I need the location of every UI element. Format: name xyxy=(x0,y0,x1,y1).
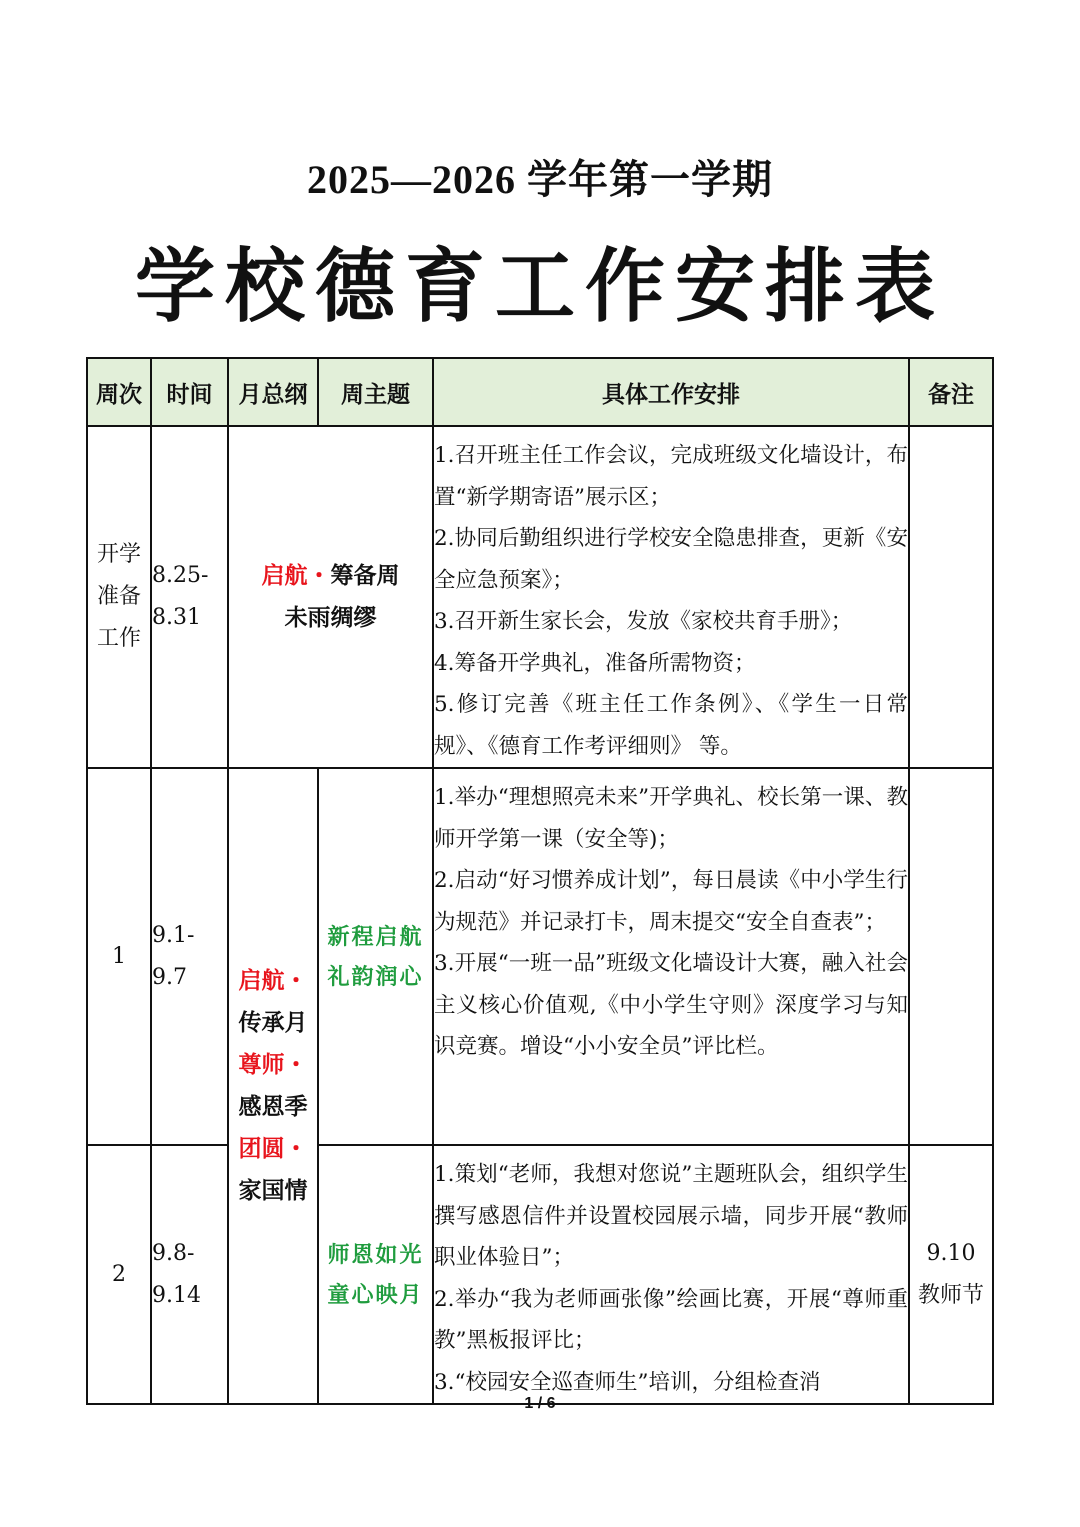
month-outline-red: 启航・ xyxy=(238,968,308,994)
details-cell xyxy=(433,1145,909,1404)
remark-cell xyxy=(909,768,993,1145)
week-theme-line: 童心映月 xyxy=(327,1281,424,1308)
merged-theme-cell xyxy=(228,426,433,768)
details-cell xyxy=(433,426,909,768)
theme-black-text: 筹备周 xyxy=(330,563,400,589)
month-outline-black: 感恩季 xyxy=(238,1094,308,1120)
month-outline-red: 团圆・ xyxy=(238,1136,308,1162)
month-outline-red: 尊师・ xyxy=(238,1052,308,1078)
time-line: 8.31 xyxy=(152,605,201,630)
schedule-table xyxy=(86,357,994,1405)
detail-item: 5.修订完善《班主任工作条例》、《学生一日常规》、《德育工作考评细则》 等。 xyxy=(434,692,908,759)
time-line: 9.14 xyxy=(152,1282,201,1308)
time-line: 9.1- xyxy=(152,922,195,948)
column-header-remark: 备注 xyxy=(909,358,993,426)
time-line: 8.25- xyxy=(152,563,209,588)
week-line: 准备 xyxy=(96,584,141,609)
week-theme-line: 礼韵润心 xyxy=(327,963,424,990)
time-cell xyxy=(151,426,228,768)
theme-line2: 未雨绸缪 xyxy=(284,605,377,631)
month-outline-black: 传承月 xyxy=(238,1010,308,1036)
week-theme-line: 师恩如光 xyxy=(327,1241,424,1268)
detail-item: 1.策划“老师，我想对您说”主题班队会，组织学生撰写感恩信件并设置校园展示墙，同步开展“教师职业体验日”； xyxy=(434,1162,908,1270)
detail-item: 2.启动“好习惯养成计划”，每日晨读《中小学生行为规范》并记录打卡，周末提交“安全自查表”； xyxy=(434,868,908,935)
page-number: 1 / 6 xyxy=(524,1395,556,1412)
column-header-time: 时间 xyxy=(151,358,228,426)
time-line: 9.8- xyxy=(152,1240,195,1266)
table-header-row xyxy=(87,358,993,426)
detail-item: 4.筹备开学典礼，准备所需物资； xyxy=(434,650,756,676)
week-cell: 2 xyxy=(87,1145,151,1404)
week-line: 工作 xyxy=(96,626,141,651)
details-cell xyxy=(433,768,909,1145)
detail-item: 2.举办“我为老师画张像”绘画比赛，开展“尊师重教”黑板报评比； xyxy=(434,1286,908,1353)
remark-line: 教师节 xyxy=(917,1282,984,1308)
week-theme-line: 新程启航 xyxy=(327,923,424,950)
week-line: 开学 xyxy=(96,542,141,567)
detail-item: 3.“校园安全巡查师生”培训，分组检查消 xyxy=(434,1369,821,1395)
remark-cell xyxy=(909,426,993,768)
table-row xyxy=(87,1145,993,1404)
week-cell xyxy=(87,426,151,768)
column-header-month-outline: 月总纲 xyxy=(228,358,318,426)
detail-item: 2.协同后勤组织进行学校安全隐患排查，更新《安全应急预案》； xyxy=(434,526,908,593)
remark-line: 9.10 xyxy=(926,1240,976,1266)
detail-item: 3.召开新生家长会，发放《家校共育手册》； xyxy=(434,609,853,634)
document-title: 学校德育工作安排表 xyxy=(135,240,945,333)
week-cell: 1 xyxy=(87,768,151,1145)
detail-item: 1.举办“理想照亮未来”开学典礼、校长第一课、教师开学第一课（安全等)； xyxy=(434,785,908,852)
table-row xyxy=(87,768,993,1145)
month-outline-cell xyxy=(228,768,318,1404)
theme-red-text: 启航・ xyxy=(261,563,331,589)
column-header-details: 具体工作安排 xyxy=(433,358,909,426)
document-subtitle: 2025—2026 学年第一学期 xyxy=(307,157,773,202)
table-row xyxy=(87,426,993,768)
detail-item: 3.开展“一班一品”班级文化墙设计大赛，融入社会主义核心价值观,《中小学生守则》深度学习与知识竞赛。增设“小小安全员”评比栏。 xyxy=(434,951,908,1059)
time-line: 9.7 xyxy=(152,964,187,990)
remark-cell xyxy=(909,1145,993,1404)
time-cell xyxy=(151,1145,228,1404)
time-cell xyxy=(151,768,228,1145)
month-outline-black: 家国情 xyxy=(238,1178,308,1204)
column-header-week: 周次 xyxy=(87,358,151,426)
week-theme-cell xyxy=(318,768,433,1145)
week-theme-cell xyxy=(318,1145,433,1404)
detail-item: 1.召开班主任工作会议，完成班级文化墙设计，布置“新学期寄语”展示区； xyxy=(434,443,908,510)
column-header-week-theme: 周主题 xyxy=(318,358,433,426)
